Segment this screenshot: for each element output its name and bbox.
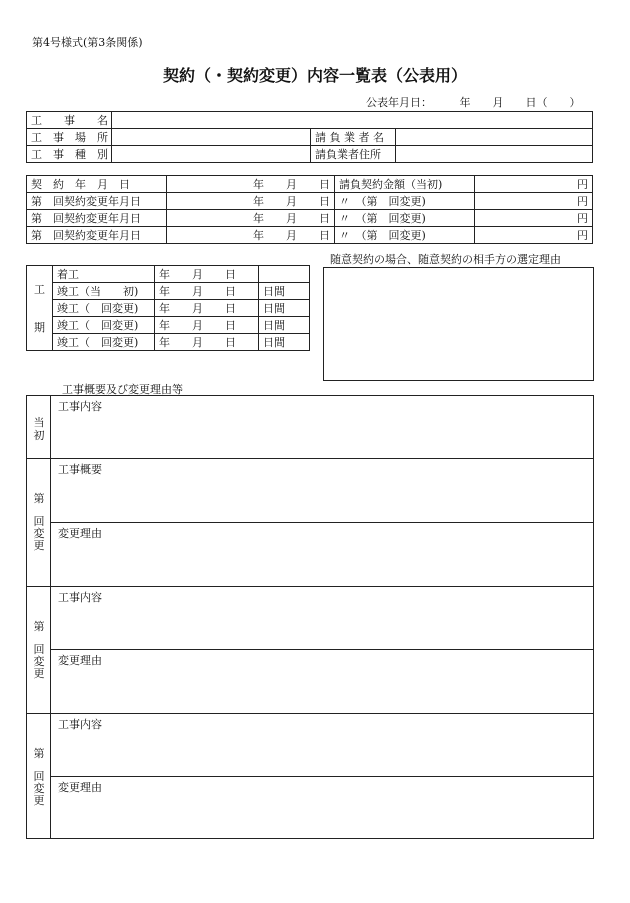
section-label-1: 工事内容 <box>58 718 102 731</box>
section-side-top: 第 <box>33 620 45 633</box>
period-row-days[interactable]: 日間 <box>259 334 310 351</box>
field-ukeoi-jusho[interactable] <box>396 146 593 163</box>
contract-row-amount-label: 〃 （第 回変更) <box>335 227 475 244</box>
contract-row-amount[interactable]: 円 <box>475 227 593 244</box>
initial-side-label: 当初 <box>33 416 45 442</box>
field-koji-basho[interactable] <box>112 129 311 146</box>
contract-table <box>26 175 593 244</box>
contract-row-amount-label: 〃 （第 回変更) <box>335 193 475 210</box>
contract-row-date[interactable]: 年 月 日 <box>167 193 335 210</box>
page-title: 契約（・契約変更）内容一覧表（公表用） <box>162 66 467 85</box>
section-label-2: 変更理由 <box>58 654 102 667</box>
section-line <box>27 458 593 459</box>
period-row-date[interactable]: 年 月 日 <box>155 334 259 351</box>
period-row-label: 竣工（ 回変更) <box>53 334 155 351</box>
contract-row-label: 契 約 年 月 日 <box>27 176 167 193</box>
period-row-date[interactable]: 年 月 日 <box>155 283 259 300</box>
contract-row <box>27 210 593 227</box>
contract-row-date[interactable]: 年 月 日 <box>167 210 335 227</box>
overview-table <box>26 395 594 839</box>
period-row-date[interactable]: 年 月 日 <box>155 317 259 334</box>
label-koji-mei: 工 事 名 <box>27 112 112 129</box>
section-label-1: 工事内容 <box>58 591 102 604</box>
contract-row-amount-label: 〃 （第 回変更) <box>335 210 475 227</box>
period-row-days[interactable]: 日間 <box>259 283 310 300</box>
contract-row <box>27 227 593 244</box>
period-row-date[interactable]: 年 月 日 <box>155 266 259 283</box>
section-line <box>27 586 593 587</box>
section-label-1: 工事概要 <box>58 463 102 476</box>
period-row-days[interactable] <box>259 266 310 283</box>
period-side-label <box>27 266 53 351</box>
section-side-top: 第 <box>33 747 45 760</box>
contract-row-label: 第 回契約変更年月日 <box>27 227 167 244</box>
sub-line <box>51 649 593 650</box>
period-side-top: 工 <box>34 283 45 296</box>
section-label-2: 変更理由 <box>58 527 102 540</box>
contract-row <box>27 176 593 193</box>
form-number: 第4号様式(第3条関係) <box>32 36 143 49</box>
section-side-top: 第 <box>33 492 45 505</box>
period-row-date[interactable]: 年 月 日 <box>155 300 259 317</box>
initial-content-label: 工事内容 <box>58 400 102 413</box>
period-row-days[interactable]: 日間 <box>259 317 310 334</box>
zuii-title: 随意契約の場合、随意契約の相手方の選定理由 <box>330 253 561 266</box>
contract-row-label: 第 回契約変更年月日 <box>27 193 167 210</box>
publish-date: 公表年月日： 年 月 日（ ） <box>366 96 581 109</box>
field-ukeoi-sha[interactable] <box>396 129 593 146</box>
field-koji-mei[interactable] <box>112 112 593 129</box>
sub-line <box>51 776 593 777</box>
contract-row-amount[interactable]: 円 <box>475 210 593 227</box>
label-ukeoi-sha: 請 負 業 者 名 <box>311 129 396 146</box>
zuii-reason-box[interactable] <box>323 267 594 381</box>
label-koji-basho: 工 事 場 所 <box>27 129 112 146</box>
section-side-bottom: 回変更 <box>33 643 45 680</box>
overview-divider <box>50 396 51 838</box>
field-koji-shubetsu[interactable] <box>112 146 311 163</box>
contract-row-label: 第 回契約変更年月日 <box>27 210 167 227</box>
contract-row-amount[interactable]: 円 <box>475 193 593 210</box>
basic-info-table <box>26 111 593 163</box>
period-table <box>26 265 310 351</box>
contract-row-amount[interactable]: 円 <box>475 176 593 193</box>
section-label-2: 変更理由 <box>58 781 102 794</box>
period-row-label: 竣工（当 初) <box>53 283 155 300</box>
sub-line <box>51 522 593 523</box>
period-row-label: 竣工（ 回変更) <box>53 317 155 334</box>
section-side-bottom: 回変更 <box>33 770 45 807</box>
contract-row-date[interactable]: 年 月 日 <box>167 176 335 193</box>
period-row-days[interactable]: 日間 <box>259 300 310 317</box>
label-koji-shubetsu: 工 事 種 別 <box>27 146 112 163</box>
contract-row-amount-label: 請負契約金額（当初) <box>335 176 475 193</box>
section-line <box>27 713 593 714</box>
label-ukeoi-jusho: 請負業者住所 <box>311 146 396 163</box>
period-side-bottom: 期 <box>34 321 45 334</box>
section-side-bottom: 回変更 <box>33 515 45 552</box>
period-row-label: 竣工（ 回変更) <box>53 300 155 317</box>
overview-title: 工事概要及び変更理由等 <box>62 383 183 396</box>
contract-row <box>27 193 593 210</box>
period-row-label: 着工 <box>53 266 155 283</box>
contract-row-date[interactable]: 年 月 日 <box>167 227 335 244</box>
